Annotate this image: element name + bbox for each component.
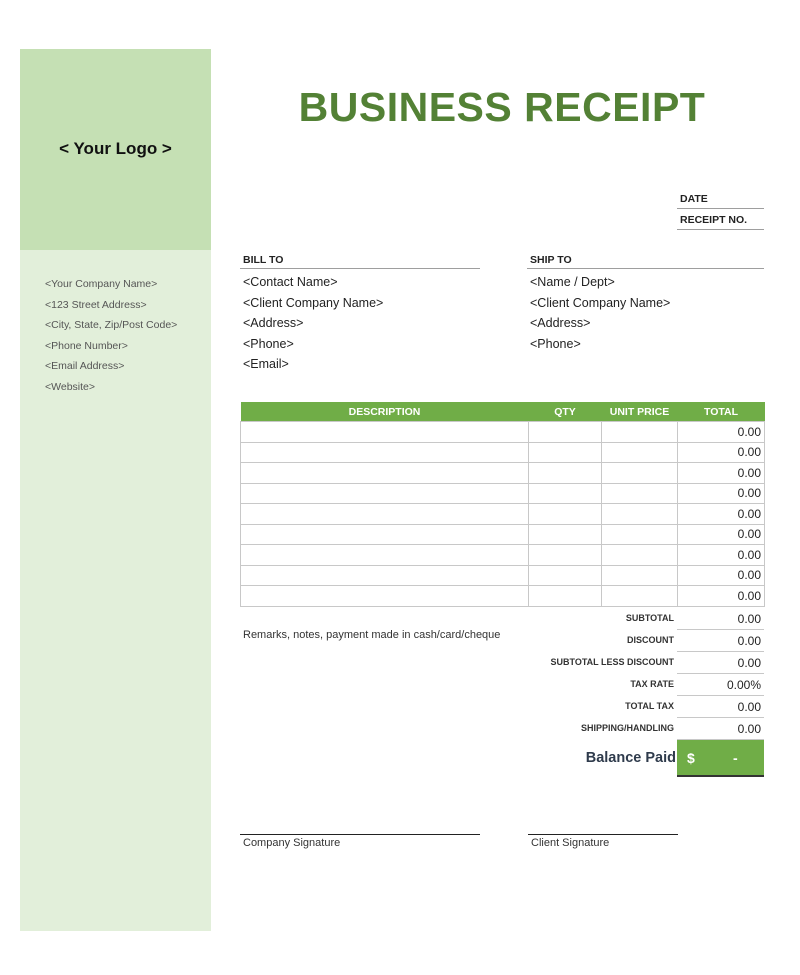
cell-unit-price[interactable] xyxy=(602,422,678,443)
cell-total: 0.00 xyxy=(678,524,765,545)
cell-qty[interactable] xyxy=(529,422,602,443)
logo-placeholder[interactable]: < Your Logo > xyxy=(59,139,172,158)
cell-unit-price[interactable] xyxy=(602,504,678,525)
cell-description[interactable] xyxy=(241,524,529,545)
company-phone[interactable]: <Phone Number> xyxy=(45,339,128,352)
bill-to-address[interactable]: <Address> xyxy=(243,316,304,331)
company-city[interactable]: <City, State, Zip/Post Code> xyxy=(45,319,178,332)
company-signature-label: Company Signature xyxy=(243,837,341,849)
line-items-table xyxy=(240,402,765,607)
cell-total: 0.00 xyxy=(678,483,765,504)
ship-to-phone[interactable]: <Phone> xyxy=(530,336,581,351)
cell-description[interactable] xyxy=(241,565,529,586)
company-info xyxy=(45,277,177,401)
page-title: BUSINESS RECEIPT xyxy=(298,84,706,130)
cell-unit-price[interactable] xyxy=(602,483,678,504)
company-address[interactable]: <123 Street Address> xyxy=(45,298,147,311)
bill-to-section xyxy=(240,251,480,378)
date-label: DATE xyxy=(677,190,764,209)
currency-symbol: $ xyxy=(687,750,695,766)
cell-total: 0.00 xyxy=(678,565,765,586)
subtotal-less-discount-value: 0.00 xyxy=(677,652,764,674)
cell-qty[interactable] xyxy=(529,442,602,463)
table-row xyxy=(241,483,765,504)
tax-rate-label: TAX RATE xyxy=(630,679,674,689)
ship-to-heading: SHIP TO xyxy=(527,251,764,269)
cell-qty[interactable] xyxy=(529,463,602,484)
header-qty: QTY xyxy=(529,402,602,422)
balance-paid-box xyxy=(677,740,764,777)
client-signature-line[interactable] xyxy=(528,834,678,835)
cell-unit-price[interactable] xyxy=(602,463,678,484)
cell-qty[interactable] xyxy=(529,504,602,525)
receipt-number-label: RECEIPT NO. xyxy=(677,211,764,230)
shipping-handling-value[interactable]: 0.00 xyxy=(677,718,764,740)
ship-to-name[interactable]: <Name / Dept> xyxy=(530,275,615,289)
table-row xyxy=(241,422,765,443)
cell-total: 0.00 xyxy=(678,504,765,525)
cell-total: 0.00 xyxy=(678,586,765,607)
cell-unit-price[interactable] xyxy=(602,524,678,545)
cell-description[interactable] xyxy=(241,504,529,525)
cell-description[interactable] xyxy=(241,442,529,463)
cell-unit-price[interactable] xyxy=(602,586,678,607)
cell-description[interactable] xyxy=(241,463,529,484)
company-name[interactable]: <Your Company Name> xyxy=(45,278,158,290)
balance-paid-label: Balance Paid xyxy=(585,750,676,766)
bill-to-company[interactable]: <Client Company Name> xyxy=(243,295,384,310)
total-tax-value: 0.00 xyxy=(677,696,764,718)
cell-description[interactable] xyxy=(241,545,529,566)
table-row xyxy=(241,463,765,484)
cell-unit-price[interactable] xyxy=(602,565,678,586)
table-row xyxy=(241,442,765,463)
client-signature-label: Client Signature xyxy=(531,837,610,849)
cell-qty[interactable] xyxy=(529,483,602,504)
table-row xyxy=(241,524,765,545)
cell-unit-price[interactable] xyxy=(602,442,678,463)
bill-to-heading: BILL TO xyxy=(240,251,480,269)
bill-to-email[interactable]: <Email> xyxy=(243,357,289,372)
cell-qty[interactable] xyxy=(529,565,602,586)
cell-total: 0.00 xyxy=(678,463,765,484)
header-description: DESCRIPTION xyxy=(241,402,529,422)
discount-value[interactable]: 0.00 xyxy=(677,630,764,652)
table-row xyxy=(241,565,765,586)
header-total: TOTAL xyxy=(678,402,765,422)
bill-to-contact[interactable]: <Contact Name> xyxy=(243,275,338,289)
company-website[interactable]: <Website> xyxy=(45,380,96,393)
table-row xyxy=(241,504,765,525)
cell-qty[interactable] xyxy=(529,545,602,566)
cell-description[interactable] xyxy=(241,586,529,607)
balance-amount: - xyxy=(733,750,738,766)
cell-qty[interactable] xyxy=(529,586,602,607)
company-email[interactable]: <Email Address> xyxy=(45,360,125,373)
ship-to-company[interactable]: <Client Company Name> xyxy=(530,295,671,310)
subtotal-less-discount-label: SUBTOTAL LESS DISCOUNT xyxy=(550,657,674,667)
cell-total: 0.00 xyxy=(678,545,765,566)
tax-rate-value[interactable]: 0.00% xyxy=(677,674,764,696)
table-row xyxy=(241,586,765,607)
remarks-text[interactable]: Remarks, notes, payment made in cash/card/cheque xyxy=(243,629,501,641)
cell-qty[interactable] xyxy=(529,524,602,545)
cell-description[interactable] xyxy=(241,422,529,443)
discount-label: DISCOUNT xyxy=(627,635,674,645)
cell-unit-price[interactable] xyxy=(602,545,678,566)
table-row xyxy=(241,545,765,566)
ship-to-section xyxy=(527,251,764,357)
bill-to-phone[interactable]: <Phone> xyxy=(243,336,294,351)
subtotal-value: 0.00 xyxy=(677,608,764,630)
shipping-handling-label: SHIPPING/HANDLING xyxy=(580,723,674,733)
company-signature-line[interactable] xyxy=(240,834,480,835)
cell-total: 0.00 xyxy=(678,442,765,463)
header-unit-price: UNIT PRICE xyxy=(602,402,678,422)
subtotal-label: SUBTOTAL xyxy=(625,613,674,623)
cell-description[interactable] xyxy=(241,483,529,504)
cell-total: 0.00 xyxy=(678,422,765,443)
total-tax-label: TOTAL TAX xyxy=(625,701,674,711)
table-header-row xyxy=(241,402,765,422)
ship-to-address[interactable]: <Address> xyxy=(530,316,591,331)
